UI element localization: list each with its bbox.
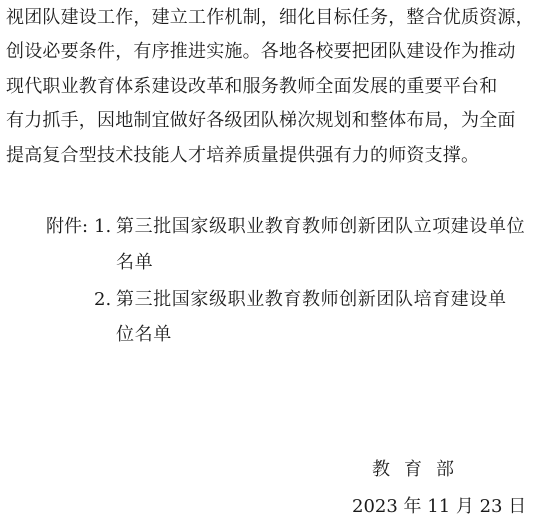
attachment-title-line: 位名单 [116,324,172,345]
attachment-number: 2. [94,289,112,310]
paragraph-line: 创设必要条件，有序推进实施。各地各校要把团队建设作为推动 [6,41,516,62]
attachment-title-line: 第三批国家级职业教育教师创新团队培育建设单 [116,289,507,310]
paragraph-line: 提高复合型技术技能人才培养质量提供强有力的师资支撑。 [6,145,480,166]
paragraph-line: 现代职业教育体系建设改革和服务教师全面发展的重要平台和 [6,76,498,97]
paragraph-line: 视团队建设工作，建立工作机制，细化目标任务，整合优质资源， [6,7,534,28]
attachment-title-line: 名单 [116,252,154,273]
paragraph-line: 有力抓手，因地制宜做好各级团队梯次规划和整体布局，为全面 [6,110,516,131]
issue-date: 2023 年 11 月 23 日 [352,496,527,517]
issuing-organization: 教育部 [372,459,468,480]
attachment-number: 1. [94,216,112,237]
attachments-label: 附件: [46,216,89,237]
attachment-title-line: 第三批国家级职业教育教师创新团队立项建设单位 [116,216,526,237]
